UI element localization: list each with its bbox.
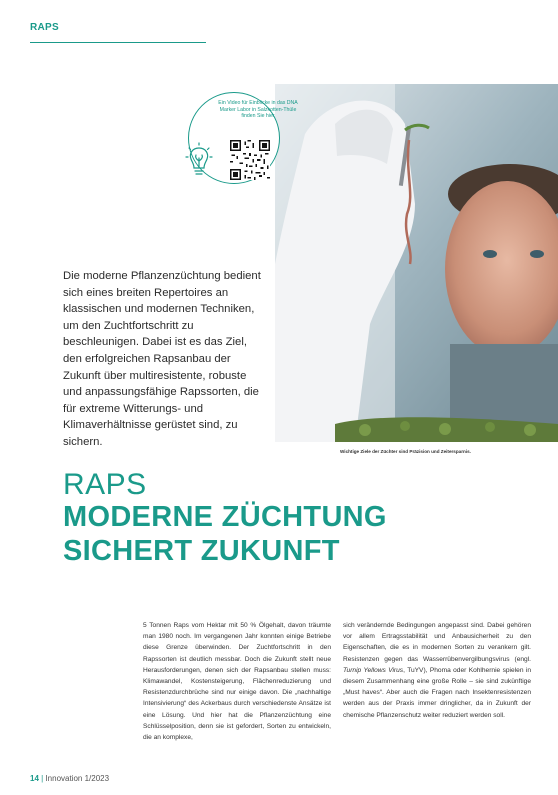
section-divider bbox=[30, 42, 206, 43]
body-column-2 bbox=[343, 620, 531, 721]
page-footer bbox=[30, 774, 109, 783]
body-column-2-italic: Turnip Yellows Virus bbox=[343, 666, 404, 674]
page-number: 14 bbox=[30, 774, 39, 783]
photo-caption: Wichtige Ziele der Züchter sind Präzision und Zeitersparnis. bbox=[340, 449, 471, 454]
intro-paragraph: Die moderne Pflanzenzüchtung bedient sich eines breiten Repertoires an klassischen und modernen Techniken, um den Zuchtfortschritt zu beschleunigen. Dabei ist es das Ziel, den erfolgreichen Rapsanbau der Zukunft über multiresistente, robuste und anpassungsfähige Rapssorten, die für extreme Witterungs- und Klimaverhältnisse gerüstet sind, zu sichern. bbox=[63, 270, 261, 448]
qr-code-caption: Ein Video für Einblicke in das DNA Marker Labor in Salzkotten-Thüle finden Sie hier bbox=[218, 100, 298, 120]
lab-photo bbox=[275, 84, 558, 442]
footer-separator: | bbox=[41, 774, 44, 783]
article-headline bbox=[63, 500, 543, 568]
headline-line-2: SICHERT ZUKUNFT bbox=[63, 535, 340, 567]
section-label: RAPS bbox=[30, 22, 59, 33]
publication-name: Innovation 1/2023 bbox=[45, 774, 110, 783]
lightbulb-icon bbox=[182, 142, 216, 184]
article-kicker: RAPS bbox=[63, 468, 147, 501]
headline-line-1: MODERNE ZÜCHTUNG bbox=[63, 501, 387, 533]
body-column-1: 5 Tonnen Raps vom Hektar mit 50 % Ölgehalt, davon träumte man 1980 noch. Im vergangenen Jahr konnten einige Betriebe diese Grenze überwinden. Der Zuchtfortschritt in den Rapssorten ist deutlich messbar. Doch die Zukunft stellt neue Herausforderungen, denen sich der Rapsanbau stellen muss: Klimawandel, Kostensteigerung, Flächenreduzierung und Resistenzdurchbrüche sind nur einige davon. Die „nachhaltige Intensivierung“ des Ackerbaus durch verschiedenste Ansätze ist eine Lösung. Und hier hat die Pflanzenzüchtung eine Schlüsselposition, denn sie ist gefordert, Sorten zu entwickeln, die an komplexe, bbox=[143, 622, 331, 742]
qr-code[interactable] bbox=[230, 140, 270, 180]
body-column-2-text-a: sich verändernde Bedingungen angepasst sind. Dabei gehören vor allem Ertragsstabilität und Anbausicherheit zu den Eigenschaften, die es in modernen Sorten zu verankern gilt. Resistenzen gegen das Wasserrübenvergilbungsvirus (engl. bbox=[343, 622, 531, 663]
body-column-2-text-b: , TuYV), Phoma oder Kohlhernie spielen in diesem Zusammenhang eine große Rolle – sie sind zukünftige „Must haves“. Aber auch die Fragen nach Insektenresistenzen werden aus der Praxis immer dringlicher, da in Zukunft der chemische Pflanzenschutz weiter reduziert werden soll. bbox=[343, 666, 531, 719]
